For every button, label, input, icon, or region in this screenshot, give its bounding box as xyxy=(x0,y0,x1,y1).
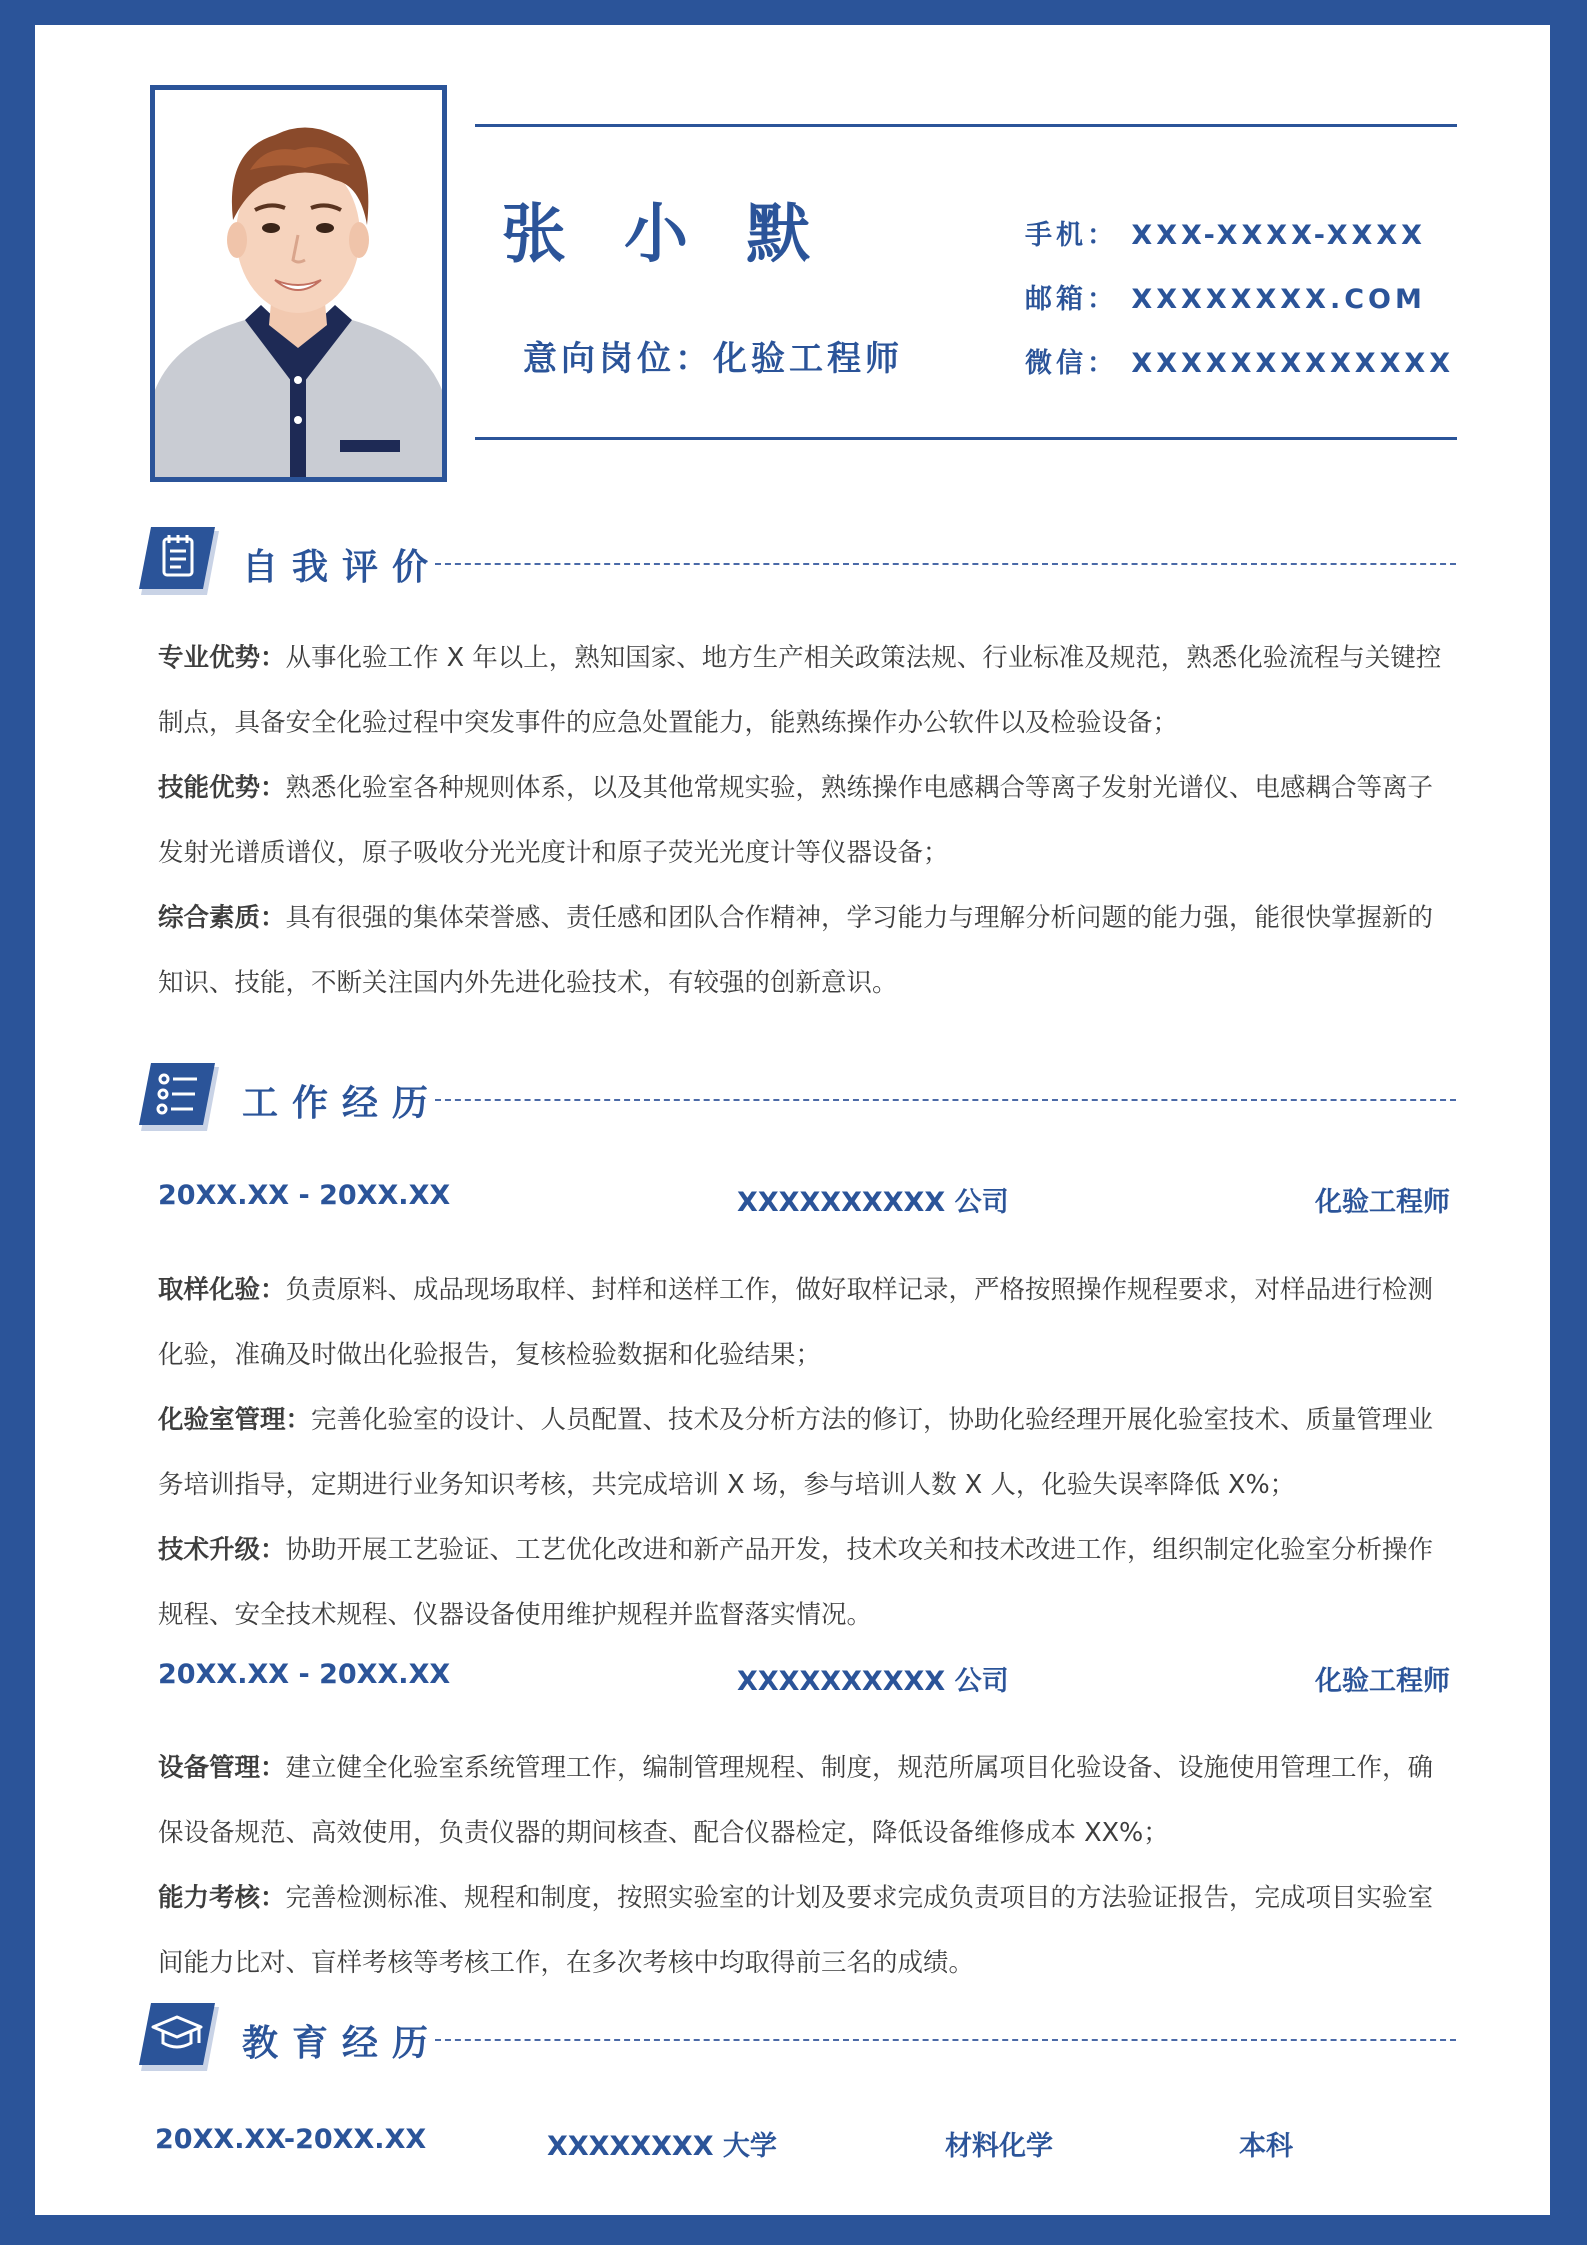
item-text: 完善化验室的设计、人员配置、技术及分析方法的修订，协助化验经理开展化验室技术、质量管理业务培训指导，定期进行业务知识考核，共完成培训 X 场，参与培训人数 X 人，化验失误率降低 X%； xyxy=(158,1405,1434,1500)
contact-wechat xyxy=(1025,341,1454,380)
section-divider xyxy=(435,1099,1456,1101)
education-degree: 本科 xyxy=(1239,2131,1293,2162)
self-eval-item xyxy=(158,756,1458,886)
item-label: 能力考核： xyxy=(158,1883,286,1913)
item-label: 设备管理： xyxy=(158,1753,286,1783)
item-label: 技术升级： xyxy=(158,1535,286,1565)
item-text: 从事化验工作 X 年以上，熟知国家、地方生产相关政策法规、行业标准及规范，熟悉化验流程与关键控制点，具备安全化验过程中突发事件的应急处置能力，能熟练操作办公软件以及检验设备； xyxy=(158,643,1442,738)
job-item xyxy=(158,1736,1458,1866)
item-text: 熟悉化验室各种规则体系，以及其他常规实验，熟练操作电感耦合等离子发射光谱仪、电感耦合等离子发射光谱质谱仪，原子吸收分光光度计和原子荧光光度计等仪器设备； xyxy=(158,773,1434,868)
item-text: 负责原料、成品现场取样、封样和送样工作，做好取样记录，严格按照操作规程要求，对样品进行检测化验，准确及时做出化验报告，复核检验数据和化验结果； xyxy=(158,1275,1434,1370)
section-title-work: 工作经历 xyxy=(242,1083,443,1124)
target-position-value: 化验工程师 xyxy=(713,339,903,379)
section-header-work xyxy=(35,1063,1550,1133)
list-icon xyxy=(139,1063,219,1131)
avatar-illustration xyxy=(155,90,442,477)
header-top-rule xyxy=(475,124,1457,127)
item-label: 化验室管理： xyxy=(158,1405,312,1435)
job-date: 20XX.XX - 20XX.XX xyxy=(158,1180,451,1211)
section-header-self-eval xyxy=(35,527,1550,597)
phone-value: XXX-XXXX-XXXX xyxy=(1131,220,1426,251)
contact-phone xyxy=(1025,213,1426,252)
item-text: 具有很强的集体荣誉感、责任感和团队合作精神，学习能力与理解分析问题的能力强，能很快掌握新的知识、技能，不断关注国内外先进化验技术，有较强的创新意识。 xyxy=(158,903,1434,998)
education-date: 20XX.XX-20XX.XX xyxy=(155,2124,427,2155)
item-text: 建立健全化验室系统管理工作，编制管理规程、制度，规范所属项目化验设备、设施使用管理工作，确保设备规范、高效使用，负责仪器的期间核查、配合仪器检定，降低设备维修成本 XX%； xyxy=(158,1753,1434,1848)
job-company: XXXXXXXXXX 公司 xyxy=(737,1187,1009,1218)
self-eval-item xyxy=(158,626,1458,756)
job-item xyxy=(158,1518,1458,1648)
education-major: 材料化学 xyxy=(945,2131,1053,2162)
education-row xyxy=(155,2124,1455,2164)
self-eval-item xyxy=(158,886,1458,1016)
job-item xyxy=(158,1388,1458,1518)
item-text: 完善检测标准、规程和制度，按照实验室的计划及要求完成负责项目的方法验证报告，完成项目实验室间能力比对、盲样考核等考核工作，在多次考核中均取得前三名的成绩。 xyxy=(158,1883,1434,1978)
education-school: XXXXXXXX 大学 xyxy=(547,2131,777,2162)
section-divider xyxy=(435,2039,1456,2041)
job-date: 20XX.XX - 20XX.XX xyxy=(158,1659,451,1690)
section-title-education: 教育经历 xyxy=(242,2023,443,2064)
job-role: 化验工程师 xyxy=(1315,1666,1450,1697)
email-label: 邮箱： xyxy=(1025,284,1118,315)
notepad-icon xyxy=(139,527,219,595)
resume-sheet xyxy=(35,25,1550,2215)
section-header-education xyxy=(35,2003,1550,2073)
job-item xyxy=(158,1258,1458,1388)
email-value: XXXXXXXX.COM xyxy=(1131,284,1426,315)
target-position xyxy=(523,331,903,380)
job-item xyxy=(158,1866,1458,1996)
target-position-label: 意向岗位： xyxy=(523,339,713,379)
candidate-name: 张 小 默 xyxy=(501,198,829,272)
item-label: 专业优势： xyxy=(158,643,286,673)
job-header xyxy=(158,1659,1458,1699)
graduation-cap-icon xyxy=(139,2003,219,2071)
item-text: 协助开展工艺验证、工艺优化改进和新产品开发，技术攻关和技术改进工作，组织制定化验室分析操作规程、安全技术规程、仪器设备使用维护规程并监督落实情况。 xyxy=(158,1535,1434,1630)
section-divider xyxy=(435,563,1456,565)
job-role: 化验工程师 xyxy=(1315,1187,1450,1218)
item-label: 取样化验： xyxy=(158,1275,286,1305)
header-bottom-rule xyxy=(475,437,1457,440)
wechat-label: 微信： xyxy=(1025,348,1118,379)
job-company: XXXXXXXXXX 公司 xyxy=(737,1666,1009,1697)
avatar xyxy=(150,85,447,482)
wechat-value: XXXXXXXXXXXXX xyxy=(1131,348,1455,379)
item-label: 综合素质： xyxy=(158,903,286,933)
section-title-self-eval: 自我评价 xyxy=(242,547,443,588)
contact-email xyxy=(1025,277,1426,316)
item-label: 技能优势： xyxy=(158,773,286,803)
phone-label: 手机： xyxy=(1025,220,1118,251)
job-header xyxy=(158,1180,1458,1220)
